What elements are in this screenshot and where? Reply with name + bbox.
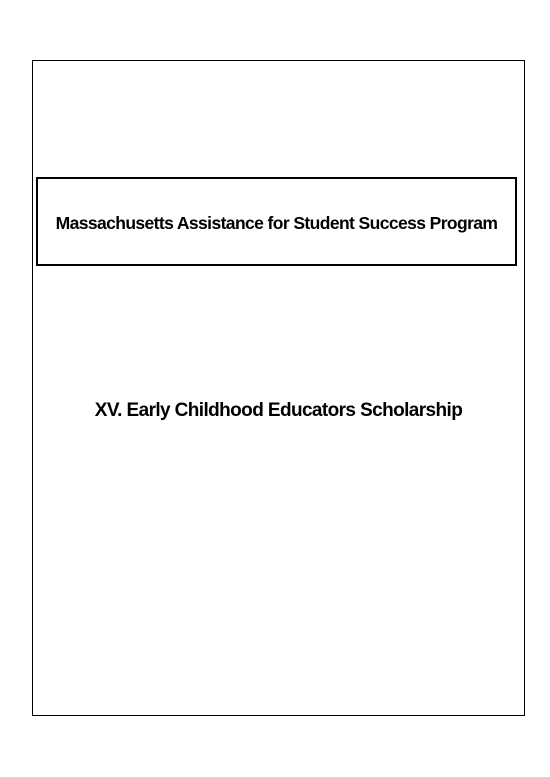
section-title: XV. Early Childhood Educators Scholarship	[94, 400, 463, 421]
program-title: Massachusetts Assistance for Student Success Program	[55, 213, 498, 233]
page-frame	[32, 60, 525, 716]
program-title-box	[36, 177, 517, 266]
